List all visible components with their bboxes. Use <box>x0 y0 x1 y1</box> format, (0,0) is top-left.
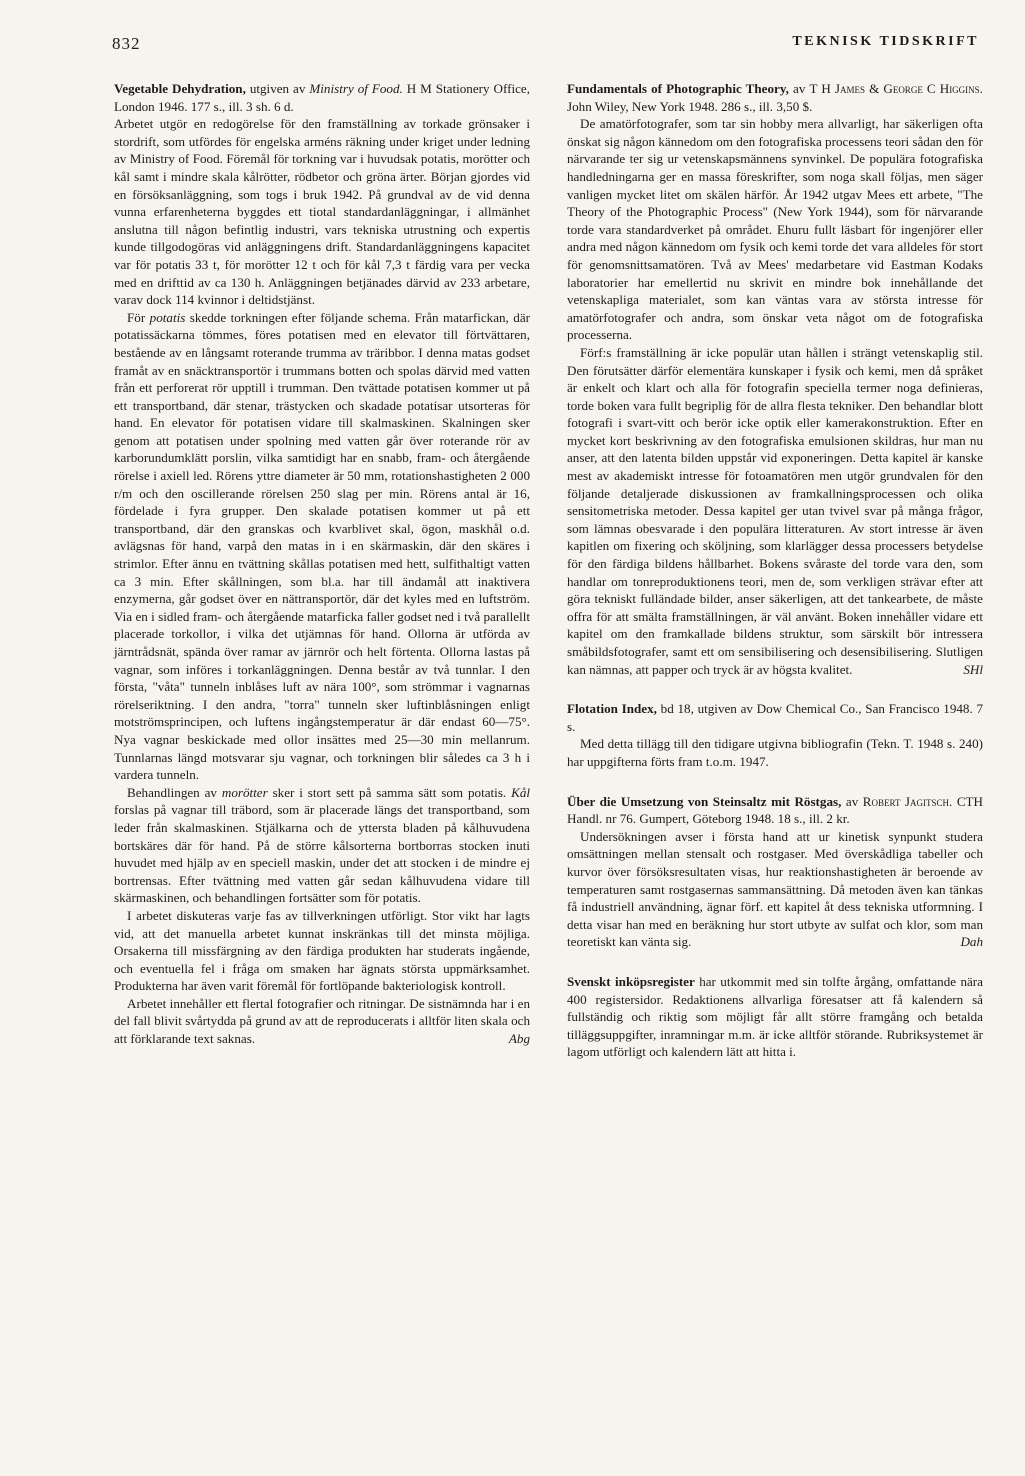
running-head: TEKNISK TIDSKRIFT <box>792 34 979 49</box>
emphasis: Kål <box>511 784 531 800</box>
review-title: Über die Umsetzung von Steinsaltz mit Röstgas, <box>567 793 842 809</box>
citation-details: bd 18, utgiven av Dow Chemical Co., San Francisco 1948. 7 s. <box>567 701 984 734</box>
publisher: Ministry of Food. <box>309 81 403 96</box>
review-citation <box>567 793 983 828</box>
paragraph <box>567 828 983 951</box>
review-citation <box>114 80 530 115</box>
text-run: För <box>127 309 146 325</box>
citation-details: H M Stationery Office, London 1946. 177 s., ill. 3 sh. 6 d. <box>114 81 531 114</box>
paragraph: De amatörfotografer, som tar sin hobby mera allvarligt, har säkerligen ofta önskat sig någon kännedom om den fotografiska processens teori sådan den för närvarande ter sig ur vetenskapsmännens synvinkel. De populära fotografiska handledningarna ger en massa föreskrifter, som noga skall följas, men säger vanligen mycket litet om skälen härför. År 1942 utgav Mees ett arbete, "The Theory of the Photographic Process" (New York 1944), som för närvarande torde vara standardverket på området. Ehuru fullt läsbart för ingenjörer eller andra med någon kännedom om fysik och kemi torde det vara alldeles för stort för genomsnittsamatören. Två av Mees' medarbetare vid Eastman Kodaks laboratorier har emellertid nu skrivit en mindre bok innehållande det vetenskapliga materialet, som kan väntas vara av största intresse för amatörfotografer och andra, som önskar veta något om de fotografiska processerna. <box>567 116 983 343</box>
paragraph <box>567 973 983 1061</box>
paragraph <box>114 309 530 784</box>
review-title: Flotation Index, <box>567 701 657 717</box>
review-flotation-index <box>567 700 983 770</box>
author: George C Higgins. <box>883 81 983 96</box>
right-column <box>567 80 983 1083</box>
emphasis: morötter <box>221 784 268 800</box>
author: T H James <box>809 81 865 96</box>
paragraph: I arbetet diskuteras varje fas av tillverkningen utförligt. Stor vikt har lagts vid, att det manuella arbetet kunnat inskränkas till det minsta möjliga. Orsakerna till missfärgning av den färdiga produkten har studerats ingående, och eventuella fel i fråga om smaken har ägnats största uppmärksamhet. Produkterna har även varit föremål för fortlöpande bakteriologisk kontroll. <box>114 907 530 994</box>
review-steinsaltz <box>567 793 983 951</box>
notice-inkopsregister <box>567 973 983 1061</box>
citation-details: CTH Handl. nr 76. Gumpert, Göteborg 1948. 18 s., ill. 2 kr. <box>567 793 983 827</box>
text-run: & <box>869 81 880 96</box>
review-photographic-theory <box>567 80 983 678</box>
author: Robert Jagitsch. <box>862 793 953 809</box>
paragraph: Med detta tillägg till den tidigare utgivna bibliografin (Tekn. T. 1948 s. 240) har uppgifterna förts fram t.o.m. 1947. <box>567 736 983 769</box>
review-title: Svenskt inköpsregister <box>567 973 695 989</box>
text-run: Behandlingen av <box>127 784 217 800</box>
text-run: skedde torkningen efter följande schema. Från matarfickan, där potatissäckarna tömmes, föres potatisen med en elevator till förtvättaren, bestående av en långsamt roterande trumma av träribbor. I denna matas godset framåt av en snäcktransportör i trummans botten och spolas därvid med vatten från ett perforerat rör upptill i trumman. Den tvättade potatisen kommer ut på ett transportband, där stenar, trästycken och skadade potatisar utsorteras för hand. En elevator för potatisen vidare till skalmaskinen. Skalningen sker genom att potatisen under spolning med vatten går över roterande rör av karborundumklätt porslin, vilka samtidigt har en snabb, fram- och återgående rörelse i axiell led. Rörens yttre diameter är 50 mm, rotationshastigheten 2 000 r/m och den oscillerande rörelsen 250 slag per min. Rörens antal är 16, fördelade i fyra grupper. Den skalade potatisen kommer ut på ett transportband, där den granskas och kvarblivet skal, ögon, maskhål o.d. avlägsnas för hand, varpå den matas in i en skärmaskin, där den skäres i strimlor. Efter ännu en tvättning skållas potatisen med hett, sulfithaltigt vatten ca 3 min. Efter skållningen, som bl.a. har till ändamål att inaktivera enzymerna, går godset över en nättransportör, där det kyles med en luftström. Via en i sidled fram- och återgående matarficka faller godset ned i två parallellt placerade torkollor, i vilka det utjämnas för hand. Ollorna är utförda av järntrådsnät, spända över ramar av järnrör och helt förtenta. Ollorna lastas på vagnar, som införes i torkanläggningen. Denna består av två tunnlar. I den första, "våta" tunneln inblåses luft av nära 100°, som strömmar i vagnarnas rörelseriktning. I den andra, "torra" tunneln sker luftinblåsningen enligt motströmsprincipen, och luftens ingångstemperatur är där endast 60—75°. Nya vagnar beskickade med ollor insättes med 25—30 min mellanrum. Tunnlarnas längd motsvarar sju vagnar, och torkningen blir således ca 3 h i vardera tunneln. <box>114 309 531 783</box>
text-run: av <box>845 793 859 809</box>
text-run: sker i stort sett på samma sätt som potatis. <box>272 784 507 800</box>
text-run: Arbetet innehåller ett flertal fotografier och ritningar. De sistnämnda har i en del fall blivit svårtydda på grund av att de reproducerats i alltför liten skala och att förklarande text saknas. <box>114 995 530 1047</box>
left-column <box>114 80 530 1070</box>
citation-details: John Wiley, New York 1948. 286 s., ill. 3,50 $. <box>567 98 813 114</box>
publisher-prefix: utgiven av <box>249 81 306 96</box>
text-run: har utkommit med sin tolfte årgång, omfattande nära 400 registersidor. Redaktionens allvarliga föresatser att få kalendern så fullständig och riktig som möjligt får allt större framgång och betalda tilläggsuppgifter, inramningar m.m. är icke alltför störande. Rubriksystemet är lagom utförligt och kalendern lätt att hitta i. <box>567 973 983 1060</box>
review-title: Fundamentals of Photographic Theory, <box>567 81 789 96</box>
reviewer-signature: Dah <box>960 934 983 950</box>
review-title: Vegetable Dehydration, <box>114 81 246 96</box>
review-citation <box>567 80 983 115</box>
text-run: av <box>793 81 806 96</box>
reviewer-signature: SHl <box>963 661 983 677</box>
paragraph <box>567 344 983 678</box>
page-number: 832 <box>112 34 141 53</box>
emphasis: potatis <box>149 309 186 325</box>
paragraph: Arbetet utgör en redogörelse för den framställning av torkade grönsaker i stordrift, som utfördes för engelska arméns räkning under kriget under ledning av Ministry of Food. Föremål för torkning var i huvudsak potatis, morötter och kål samt i mindre skala kålrötter, rödbetor och gröna ärter. Början gjordes vid en försöksanläggning, som togs i bruk 1942. På grundval av de vid denna vunna erfarenheterna byggdes ett tiotal standardanläggningar, i allmänhet anslutna till någon befintlig industri, vars tekniska utrustning och expertis kunde tillgodogöras vid anläggningens drift. Standardanläggningens kapacitet var för potatis 33 t, för morötter 12 t och för kål 7,3 t färdig vara per vecka med en drifttid av ca 130 h. Anläggningen betjänades därvid av 233 arbetare, varav dock 114 kvinnor i deltidstjänst. <box>114 116 530 308</box>
text-run: Förf:s framställning är icke populär utan hållen i strängt vetenskaplig stil. Den förutsätter därför elementära kunskaper i fysik och kemi, men då språket är enkelt och klart och alla för fotografin speciella termer noga definieras, torde boken vara fullt begriplig för de allra flesta tekniker. Den behandlar blott fotografi i svart-vitt och berör icke optik eller kamerakonstruktion. Efter en mycket kort beskrivning av den fotografiska emulsionen skildras, hur man nu anser, att den latenta bilden uppstår vid exponeringen. Detta kapitel är kanske mest av akademiskt intresse för fotoamatören men utgör grundvalen för den följande detaljerade diskussionen av framkallningsprocessen och olika sensitometriska metoder. Dessa kapitel ger utan tvivel svar på många frågor, som lämnas obesvarade i den populära litteraturen. Av stort intresse är även kapitlen om fixering och sköljning, som klarlägger dessa processers betydelse för den färdiga bildens hållbarhet. Bokens svåraste del torde vara den, som handlar om tonreproduktionens teori, men de, som verkligen strävar efter att göra tekniskt fulländade bilder, anser säkerligen, att det tankearbete, de måste offra för att smälta framställningen, är väl använt. Boken innehåller vidare ett kapitel om den framkallade bildens struktur, som särskilt bör intressera småbildsfotografer, samt ett om sensibilisering och desensibilisering. Slutligen kan nämnas, att papper och tryck är av högsta kvalitet. <box>567 344 983 677</box>
paragraph <box>114 784 530 907</box>
review-citation <box>567 700 983 735</box>
reviewer-signature: Abg <box>508 1031 530 1047</box>
text-run: Undersökningen avser i första hand att ur kinetisk synpunkt studera omsättningen mellan stensalt och rostgaser. Med överskådliga tabeller och kurvor över försöksresultaten visas, hur reaktionshastigheten är beroende av temperaturen samt rostgasernas sammansättning. Då metoden även kan tänkas få industriell användning, ägnar förf. ett kapitel åt dess tekniska utformning. I detta visar han med en beräkning hur stort utbyte av sulfat och klor, som man teoretiskt kan vänta sig. <box>567 828 983 950</box>
review-vegetable-dehydration <box>114 80 530 1048</box>
text-run: forslas på vagnar till träbord, som är placerade längs det transportband, som leder från skalmaskinen. Stjälkarna och de yttersta bladen på kålhuvudena bortskäres där för hand. På de större kålsorterna bortborras stocken inuti huvudet med hjälp av en speciell maskin, under det att stocken i de mindre ej bortrensas. Efter tvättning med vatten går sedan kålhuvudena vidare till skärmaskinen, och behandlingen fortsätter som för potatis. <box>114 802 530 906</box>
paragraph <box>114 995 530 1048</box>
